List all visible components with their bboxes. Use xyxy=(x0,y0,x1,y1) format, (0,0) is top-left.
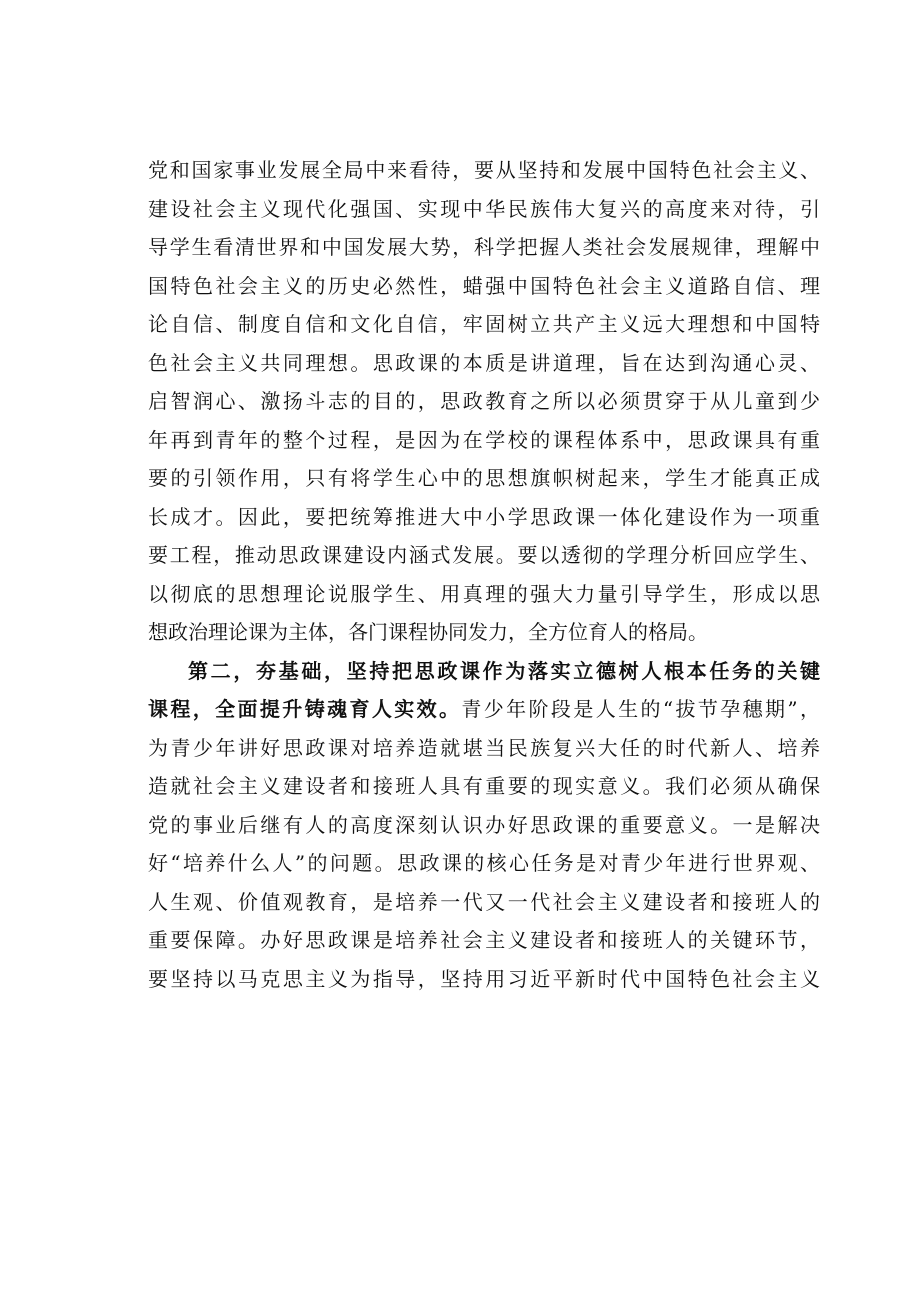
paragraph-1 xyxy=(148,151,820,652)
paragraph-heading-line: 第二，夯基础，坚持把思政课作为落实立德树人根本任务的关键 xyxy=(188,658,820,683)
paragraph-line: 重要保障。办好思政课是培养社会主义建设者和接班人的关键环节， xyxy=(148,928,820,952)
paragraph-line: 想政治理论课为主体，各门课程协同发力，全方位育人的格局。 xyxy=(148,620,708,644)
paragraph-line: 要坚持以马克思主义为指导，坚持用习近平新时代中国特色社会主义 xyxy=(148,966,820,991)
paragraph-line: 导学生看清世界和中国发展大势，科学把握人类社会发展规律，理解中 xyxy=(148,235,820,259)
paragraph-heading-tail: 课程，全面提升铸魂育人实效。 xyxy=(148,697,462,721)
paragraph-line: 好“培养什么人”的问题。思政课的核心任务是对青少年进行世界观、 xyxy=(148,851,820,875)
paragraph-line: 以彻底的思想理论说服学生、用真理的强大力量引导学生，形成以思 xyxy=(148,581,820,606)
paragraph-line: 党和国家事业发展全局中来看待，要从坚持和发展中国特色社会主义、 xyxy=(148,158,820,182)
paragraph-line: 要的引领作用，只有将学生心中的思想旗帜树起来，学生才能真正成 xyxy=(148,466,820,490)
paragraph-line-rest: 青少年阶段是人生的“拔节孕穗期”， xyxy=(461,697,820,721)
paragraph-2 xyxy=(148,652,820,999)
paragraph-line: 建设社会主义现代化强国、实现中华民族伟大复兴的高度来对待，引 xyxy=(148,196,820,221)
paragraph-line xyxy=(148,690,820,729)
paragraph-line: 党的事业后继有人的高度深刻认识办好思政课的重要意义。一是解决 xyxy=(148,812,820,837)
paragraph-line: 启智润心、激扬斗志的目的，思政教育之所以必须贯穿于从儿童到少 xyxy=(148,389,820,413)
paragraph-line: 造就社会主义建设者和接班人具有重要的现实意义。我们必须从确保 xyxy=(148,774,820,798)
paragraph-line: 为青少年讲好思政课对培养造就堪当民族复兴大任的时代新人、培养 xyxy=(148,735,820,760)
paragraph-line: 人生观、价值观教育，是培养一代又一代社会主义建设者和接班人的 xyxy=(148,889,820,914)
paragraph-line: 长成才。因此，要把统筹推进大中小学思政课一体化建设作为一项重 xyxy=(148,504,820,529)
paragraph-line: 论自信、制度自信和文化自信，牢固树立共产主义远大理想和中国特 xyxy=(148,312,820,336)
paragraph-line: 年再到青年的整个过程，是因为在学校的课程体系中，思政课具有重 xyxy=(148,427,820,452)
document-body xyxy=(148,151,820,998)
paragraph-line: 国特色社会主义的历史必然性，蜡强中国特色社会主义道路自信、理 xyxy=(148,273,820,298)
paragraph-line: 色社会主义共同理想。思政课的本质是讲道理，旨在达到沟通心灵、 xyxy=(148,350,820,375)
paragraph-line: 要工程，推动思政课建设内涵式发展。要以透彻的学理分析回应学生、 xyxy=(148,543,820,567)
